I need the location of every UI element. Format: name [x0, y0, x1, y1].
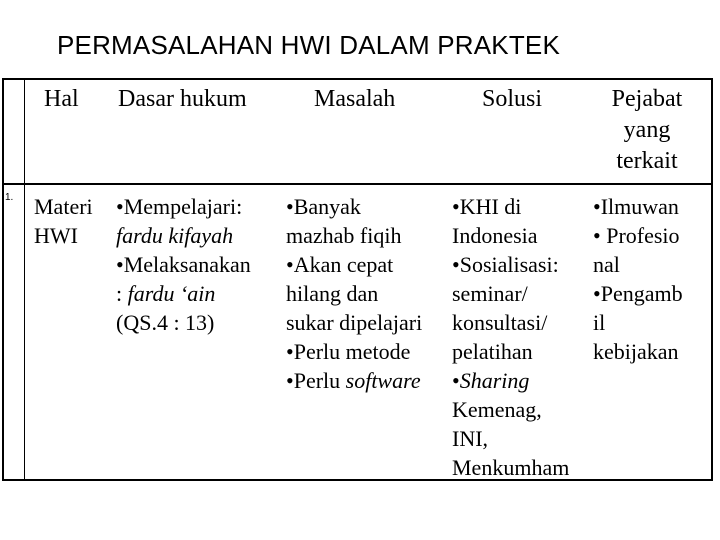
cell-line: INI, [452, 426, 489, 451]
header-pejabat-line: terkait [616, 148, 678, 174]
cell-line: •Akan cepat [286, 252, 394, 277]
cell-line: fardu kifayah [116, 223, 234, 248]
cell-line: •Ilmuwan [593, 194, 679, 219]
cell-line: • Profesio [593, 223, 680, 248]
cell-line: Materi [34, 194, 93, 219]
cell-hal [34, 192, 93, 250]
cell-text: •Perlu [286, 368, 346, 393]
cell-line: seminar/ [452, 281, 528, 306]
cell-solusi [452, 192, 569, 482]
cell-line: •Melaksanakan [116, 252, 251, 277]
cell-line: mazhab fiqih [286, 223, 402, 248]
cell-line: il [593, 310, 606, 335]
header-masalah: Masalah [314, 86, 396, 112]
cell-line: kebijakan [593, 339, 679, 364]
cell-line: (QS.4 : 13) [116, 310, 215, 335]
header-pejabat-line: yang [623, 117, 671, 143]
cell-line: Kemenag, [452, 397, 542, 422]
cell-line: hilang dan [286, 281, 379, 306]
row-number-divider [24, 78, 25, 481]
cell-line: sukar dipelajari [286, 310, 423, 335]
cell-line [452, 366, 569, 395]
cell-line: •Banyak [286, 194, 361, 219]
page-title: PERMASALAHAN HWI DALAM PRAKTEK [57, 30, 560, 60]
header-divider [2, 183, 713, 185]
cell-text: fardu ‘ain [127, 281, 216, 306]
cell-line: nal [593, 252, 620, 277]
header-dasar-hukum: Dasar hukum [118, 86, 247, 112]
cell-line: •Pengamb [593, 281, 683, 306]
cell-dasar-hukum [116, 192, 251, 337]
cell-text: Sharing [459, 368, 530, 393]
cell-text: software [345, 368, 421, 393]
cell-line: Menkumham [452, 455, 570, 480]
cell-pejabat-terkait [593, 192, 683, 366]
header-pejabat-line: Pejabat [611, 86, 683, 112]
cell-text: : [116, 281, 128, 306]
cell-line: HWI [34, 223, 78, 248]
row-number: 1. [5, 192, 14, 203]
cell-line: •Sosialisasi: [452, 252, 559, 277]
cell-line: pelatihan [452, 339, 533, 364]
cell-text: • [452, 368, 460, 393]
header-pejabat-terkait [594, 84, 700, 177]
cell-line: •KHI di [452, 194, 522, 219]
cell-line [286, 366, 422, 395]
header-hal: Hal [44, 86, 79, 112]
cell-masalah [286, 192, 422, 395]
header-solusi: Solusi [482, 86, 543, 112]
cell-line: •Mempelajari: [116, 194, 243, 219]
cell-line: konsultasi/ [452, 310, 548, 335]
cell-line [116, 279, 251, 308]
cell-line: Indonesia [452, 223, 538, 248]
cell-line: •Perlu metode [286, 339, 411, 364]
